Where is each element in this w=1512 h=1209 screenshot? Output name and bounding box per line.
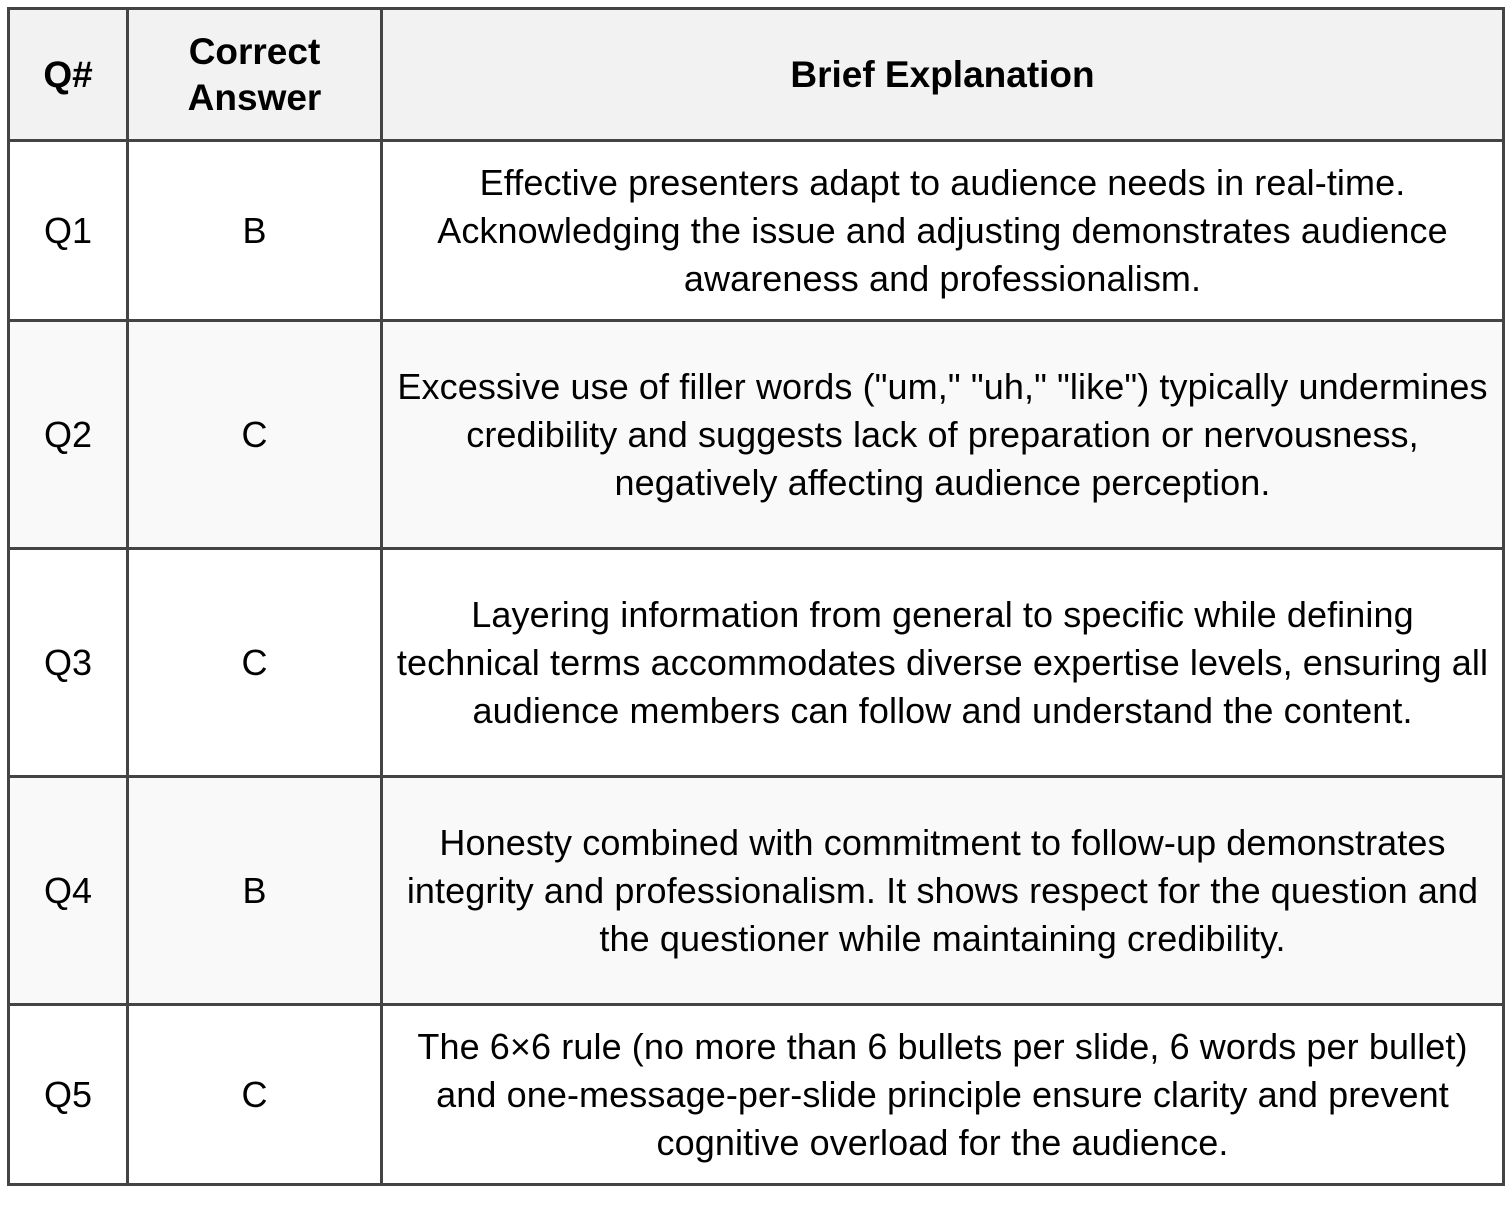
cell-explanation: Excessive use of filler words ("um," "uh," "like") typically undermines credibility and suggests lack of preparation or nervousness, negatively affecting audience perception.	[382, 321, 1504, 549]
cell-correct-answer: B	[128, 777, 382, 1005]
cell-explanation: The 6×6 rule (no more than 6 bullets per slide, 6 words per bullet) and one-message-per-slide principle ensure clarity and prevent cognitive overload for the audience.	[382, 1005, 1504, 1185]
table-row	[9, 549, 1504, 777]
cell-question-number: Q3	[9, 549, 128, 777]
header-correct-answer-label: Correct Answer	[187, 30, 322, 118]
header-correct-answer	[128, 9, 382, 141]
answer-key-table	[7, 7, 1505, 1186]
cell-question-number: Q1	[9, 141, 128, 321]
cell-explanation: Layering information from general to specific while defining technical terms accommodates diverse expertise levels, ensuring all audience members can follow and understand the content.	[382, 549, 1504, 777]
cell-explanation: Honesty combined with commitment to follow-up demonstrates integrity and professionalism. It shows respect for the question and the questioner while maintaining credibility.	[382, 777, 1504, 1005]
header-brief-explanation: Brief Explanation	[382, 9, 1504, 141]
header-question-number: Q#	[9, 9, 128, 141]
cell-correct-answer: C	[128, 1005, 382, 1185]
table-row	[9, 141, 1504, 321]
table-body	[9, 141, 1504, 1185]
cell-correct-answer: B	[128, 141, 382, 321]
table-row	[9, 1005, 1504, 1185]
table-header	[9, 9, 1504, 141]
cell-correct-answer: C	[128, 321, 382, 549]
table-row	[9, 777, 1504, 1005]
table-row	[9, 321, 1504, 549]
cell-correct-answer: C	[128, 549, 382, 777]
cell-question-number: Q4	[9, 777, 128, 1005]
cell-question-number: Q5	[9, 1005, 128, 1185]
cell-question-number: Q2	[9, 321, 128, 549]
cell-explanation: Effective presenters adapt to audience needs in real-time. Acknowledging the issue and adjusting demonstrates audience awareness and professionalism.	[382, 141, 1504, 321]
header-row	[9, 9, 1504, 141]
